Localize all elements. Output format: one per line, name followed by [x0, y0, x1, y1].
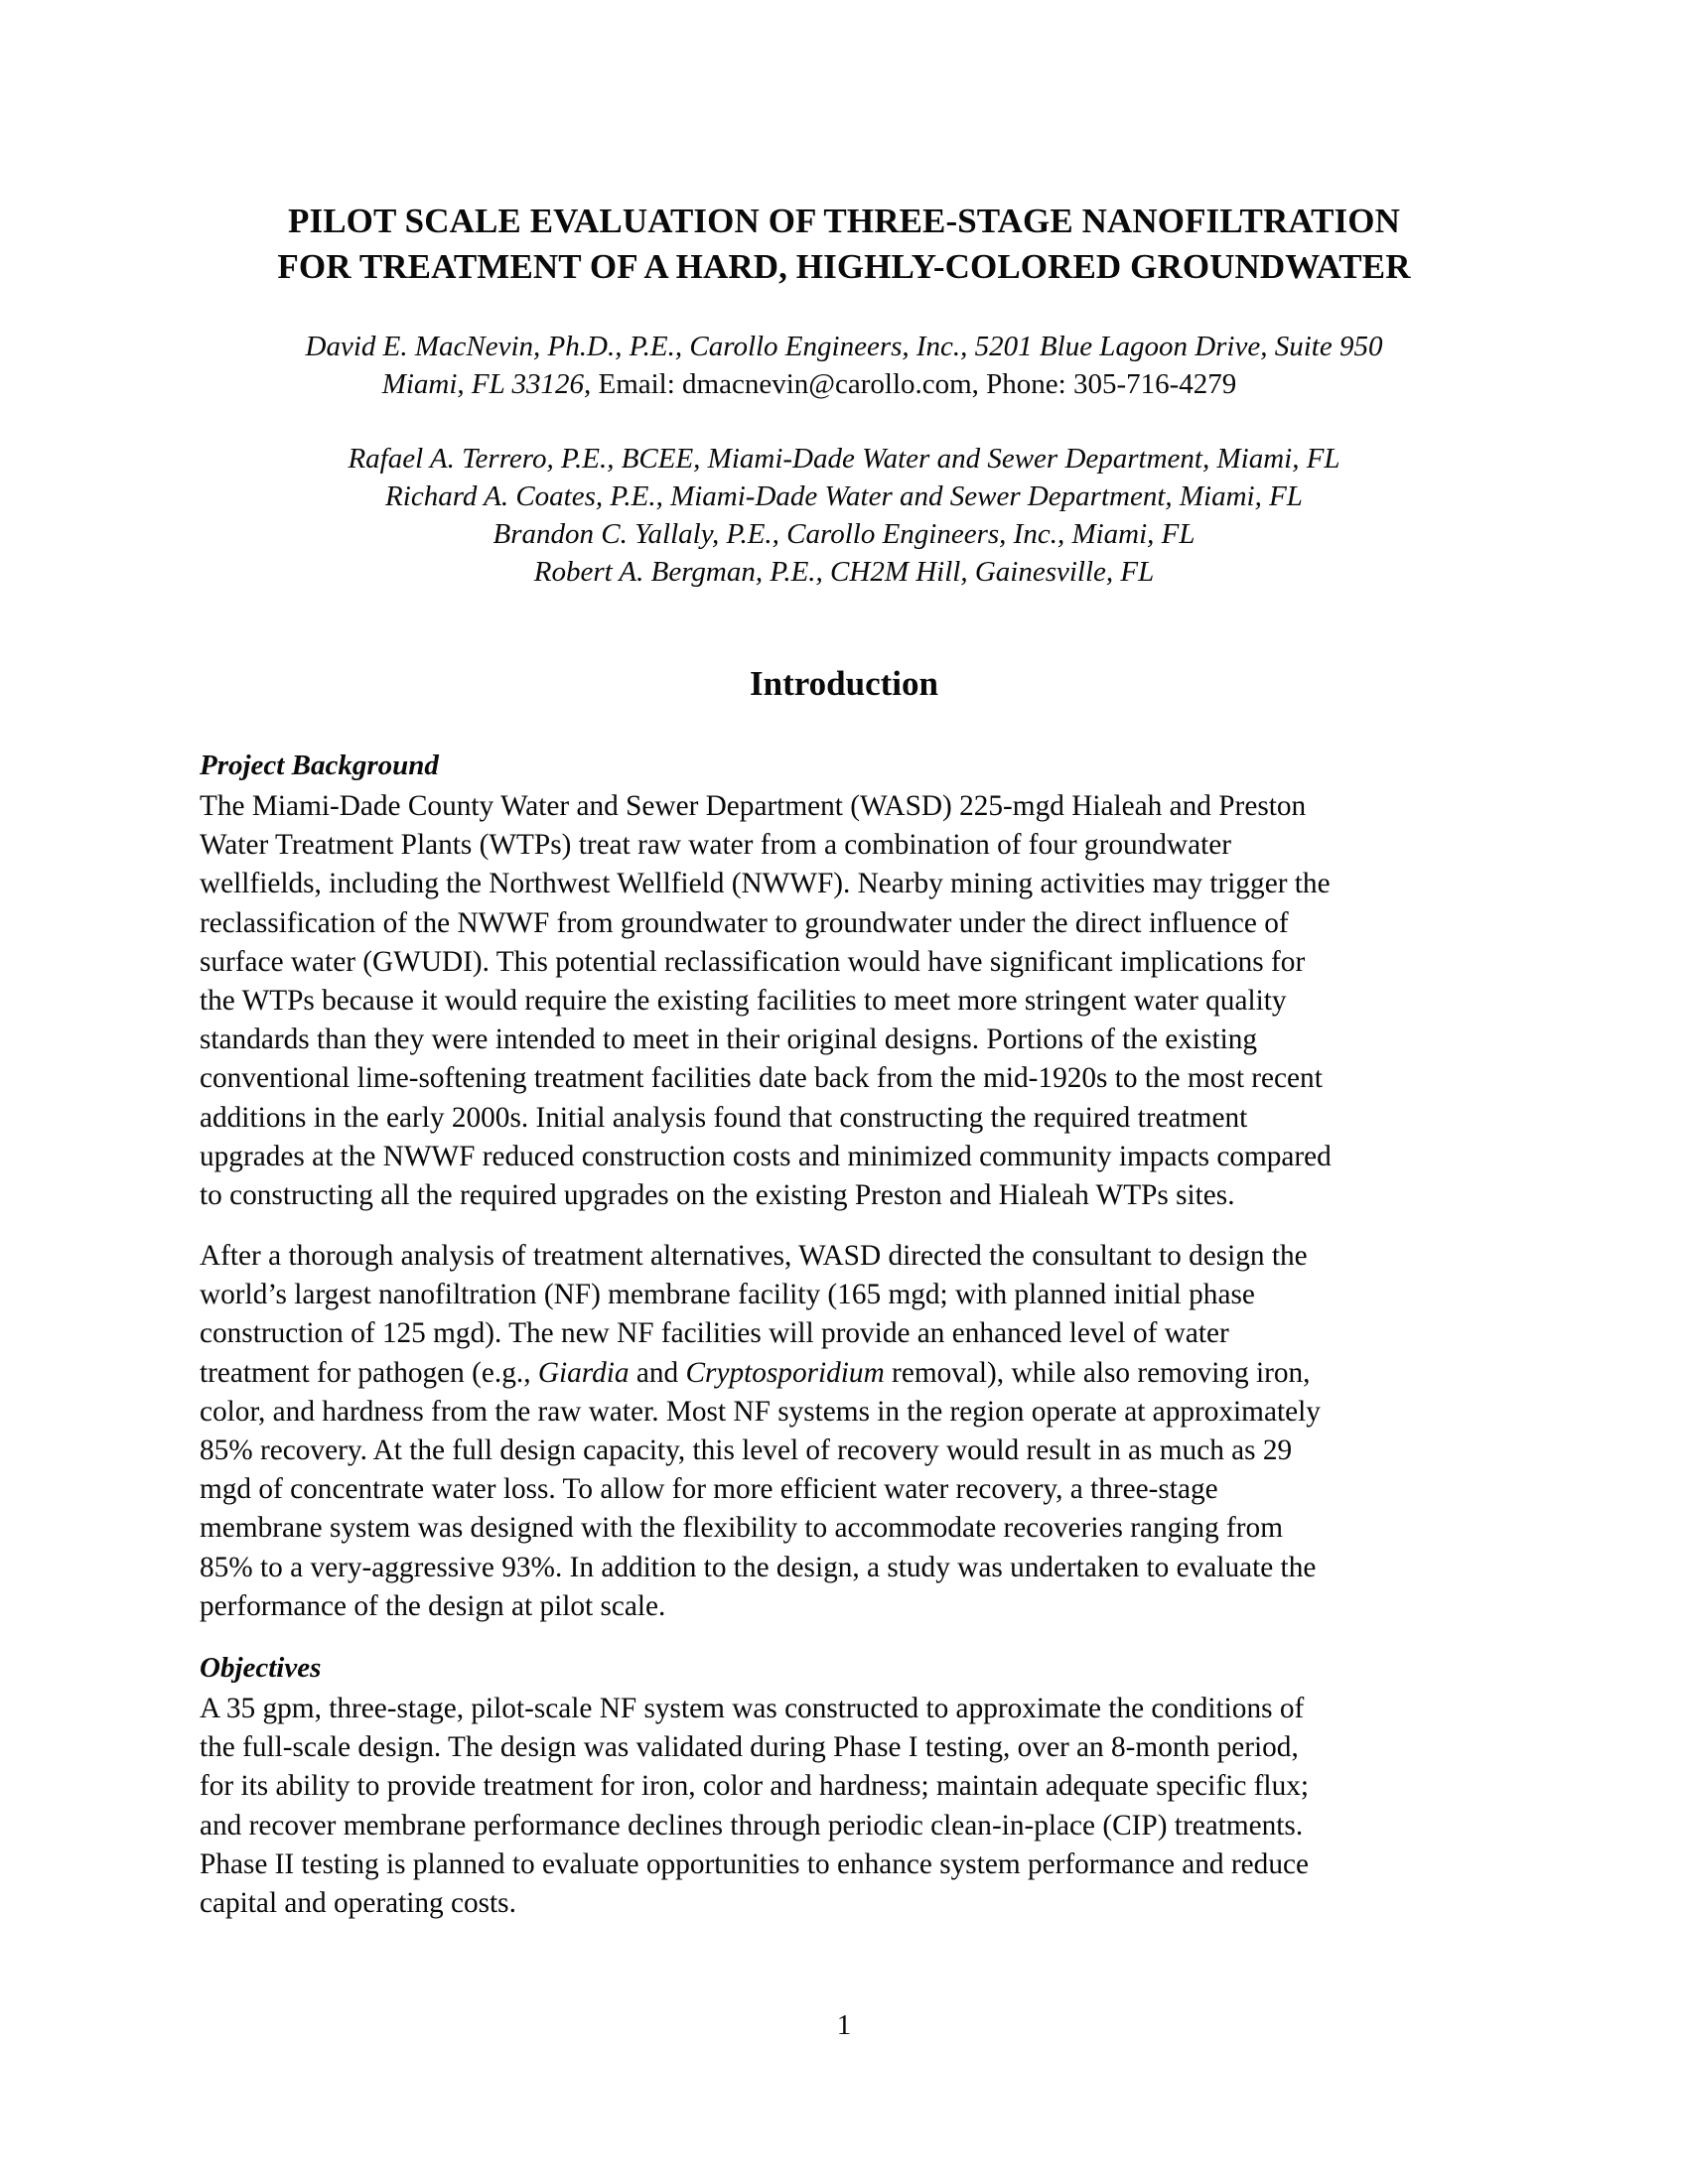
- text-line: construction of 125 mgd). The new NF facilities will provide an enhanced level of water: [200, 1317, 1229, 1350]
- text-line: wellfields, including the Northwest Wellfield (NWWF). Nearby mining activities may trigger the: [200, 868, 1331, 900]
- text-line: conventional lime-softening treatment facilities date back from the mid-1920s to the most recent: [200, 1062, 1323, 1095]
- coauthor: Robert A. Bergman, P.E., CH2M Hill, Gainesville, FL: [533, 556, 1155, 588]
- primary-author-email-phone: Email: dmacnevin@carollo.com, Phone: 305-716-4279: [591, 368, 1237, 400]
- text-line: After a thorough analysis of treatment alternatives, WASD directed the consultant to design the: [200, 1240, 1308, 1272]
- text-line: A 35 gpm, three-stage, pilot-scale NF system was constructed to approximate the conditions of: [200, 1693, 1305, 1724]
- text-line: performance of the design at pilot scale.: [200, 1589, 666, 1622]
- subheading-project-background: Project Background: [200, 750, 439, 781]
- paragraph-design-overview: [200, 1237, 1520, 1626]
- title-line-1: PILOT SCALE EVALUATION OF THREE-STAGE NANOFILTRATION: [288, 202, 1400, 240]
- text-line: 85% recovery. At the full design capacity, this level of recovery would result in as much as 29: [200, 1434, 1293, 1467]
- text-line: Phase II testing is planned to evaluate opportunities to enhance system performance and reduce: [200, 1847, 1309, 1880]
- coauthor: Richard A. Coates, P.E., Miami-Dade Water and Sewer Department, Miami, FL: [385, 480, 1303, 512]
- text-line: reclassification of the NWWF from groundwater to groundwater under the direct influence of: [200, 906, 1289, 939]
- text-line: Water Treatment Plants (WTPs) treat raw water from a combination of four groundwater: [200, 829, 1231, 862]
- text-line: capital and operating costs.: [200, 1887, 516, 1920]
- subheading-objectives: Objectives: [200, 1652, 322, 1684]
- paragraph-project-background: [200, 787, 1520, 1215]
- text-line: membrane system was designed with the flexibility to accommodate recoveries ranging from: [200, 1512, 1283, 1545]
- text-line: the full-scale design. The design was validated during Phase I testing, over an 8-month period,: [200, 1731, 1299, 1764]
- text-run: treatment for pathogen (e.g.,: [200, 1356, 538, 1389]
- text-run: removal), while also removing iron,: [884, 1356, 1311, 1389]
- text-line: to constructing all the required upgrades on the existing Preston and Hialeah WTPs sites.: [200, 1179, 1235, 1212]
- text-line: standards than they were intended to meet in their original designs. Portions of the existing: [200, 1024, 1258, 1056]
- term-giardia: Giardia: [537, 1356, 630, 1389]
- primary-author-city: Miami, FL 33126,: [381, 368, 592, 400]
- text-line: [200, 1354, 1520, 1393]
- primary-author-contact: [0, 365, 1688, 403]
- text-line: additions in the early 2000s. Initial analysis found that constructing the required treatment: [200, 1101, 1248, 1134]
- primary-author-block: [0, 328, 1688, 403]
- term-cryptosporidium: Cryptosporidium: [685, 1356, 885, 1389]
- text-line: for its ability to provide treatment for iron, color and hardness; maintain adequate specific flux;: [200, 1770, 1310, 1803]
- paper-title: [149, 199, 1539, 290]
- text-line: world’s largest nanofiltration (NF) membrane facility (165 mgd; with planned initial phase: [200, 1279, 1255, 1311]
- section-heading-introduction: Introduction: [750, 664, 938, 703]
- primary-author-affiliation: David E. MacNevin, Ph.D., P.E., Carollo Engineers, Inc., 5201 Blue Lagoon Drive, Suite 950: [305, 331, 1383, 362]
- text-run: and: [629, 1356, 686, 1389]
- coauthor: Brandon C. Yallaly, P.E., Carollo Engineers, Inc., Miami, FL: [492, 518, 1196, 550]
- page-number: 1: [836, 2009, 852, 2041]
- coauthor-list: [0, 440, 1688, 591]
- text-line: mgd of concentrate water loss. To allow for more efficient water recovery, a three-stage: [200, 1473, 1218, 1506]
- text-line: color, and hardness from the raw water. Most NF systems in the region operate at approximately: [200, 1395, 1321, 1428]
- text-line: surface water (GWUDI). This potential reclassification would have significant implications for: [200, 945, 1306, 978]
- text-line: and recover membrane performance declines through periodic clean-in-place (CIP) treatments.: [200, 1809, 1304, 1842]
- text-line: upgrades at the NWWF reduced construction costs and minimized community impacts compared: [200, 1140, 1332, 1172]
- text-line: The Miami-Dade County Water and Sewer Department (WASD) 225-mgd Hialeah and Preston: [200, 790, 1307, 822]
- text-line: 85% to a very-aggressive 93%. In addition to the design, a study was undertaken to evaluate the: [200, 1551, 1317, 1583]
- paragraph-objectives: [200, 1690, 1520, 1923]
- coauthor: Rafael A. Terrero, P.E., BCEE, Miami-Dade Water and Sewer Department, Miami, FL: [348, 443, 1340, 475]
- title-line-2: FOR TREATMENT OF A HARD, HIGHLY-COLORED GROUNDWATER: [277, 247, 1411, 286]
- text-line: the WTPs because it would require the existing facilities to meet more stringent water quality: [200, 985, 1287, 1018]
